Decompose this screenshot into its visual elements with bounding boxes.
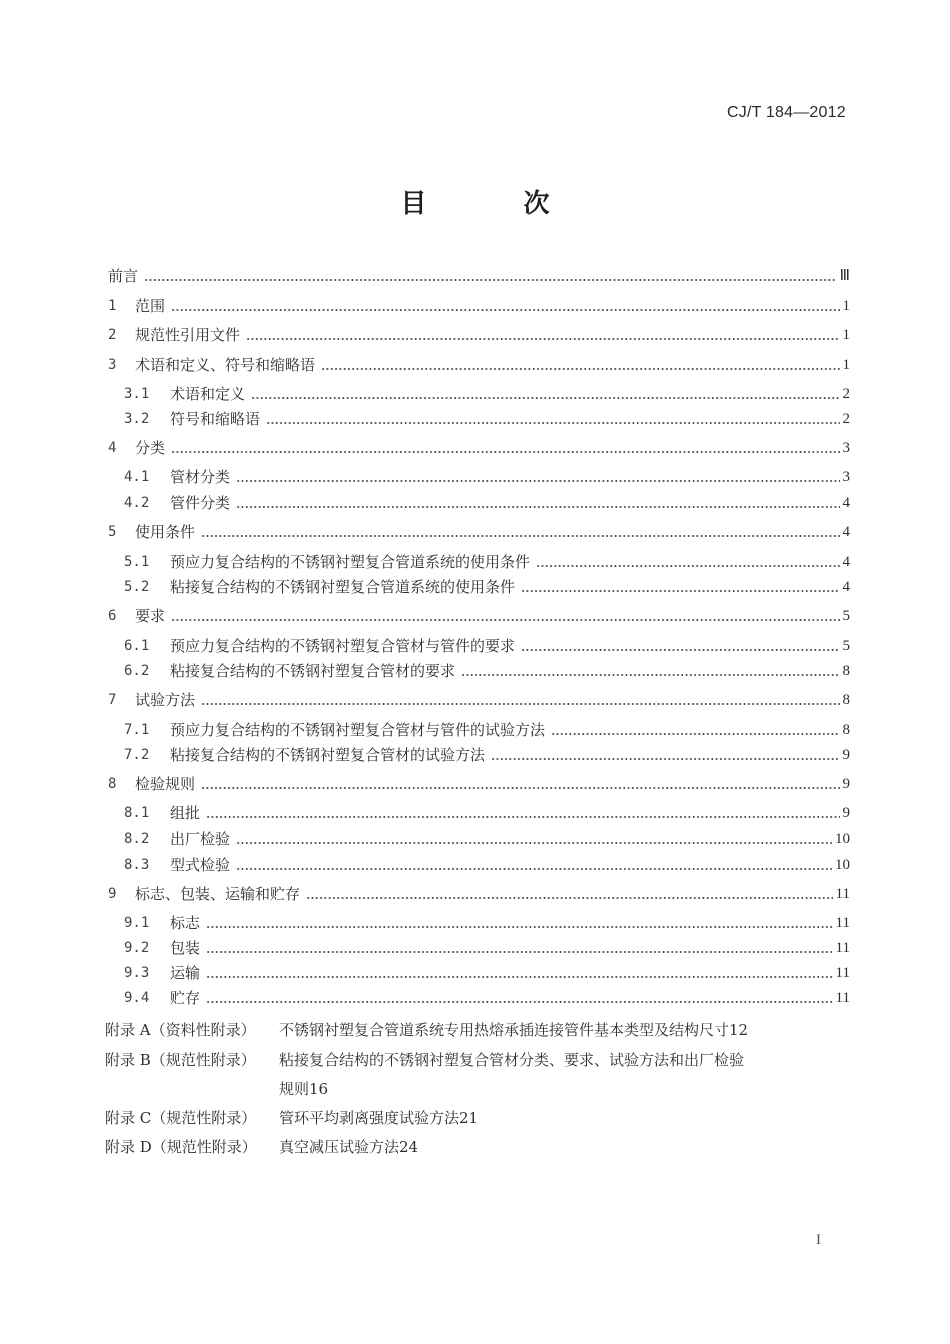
toc-entry-page: 5 [842,638,850,654]
toc-entry-label: 预应力复合结构的不锈钢衬塑复合管道系统的使用条件 [170,553,531,571]
leader-dots [521,649,839,651]
toc-entry-page: 11 [835,915,850,931]
leader-dots [206,926,833,928]
appendix-tag: 附录 C（规范性附录） [105,1109,257,1127]
toc-entry-label: 术语和定义 [170,385,246,403]
leader-dots [201,787,839,789]
toc-entry-number: 5.1 [124,554,150,570]
toc-entry-label: 符号和缩略语 [170,410,261,428]
toc-entry-label: 标志 [170,914,201,932]
toc-entry-page: 11 [835,940,850,956]
appendix-entry[interactable] [105,1133,850,1162]
toc-entry-page: 11 [835,886,850,902]
toc-entry[interactable] [108,602,850,626]
toc-entry-label: 管件分类 [170,494,231,512]
toc-entry[interactable] [108,489,850,513]
toc-entry-number: 6.2 [124,663,150,679]
appendix-page: 12 [729,1021,749,1039]
appendix-title: 管环平均剥离强度试验方法 [279,1109,460,1127]
toc-entry-number: 9.2 [124,940,150,956]
toc-entry-page: 1 [842,327,850,343]
appendix-title: 粘接复合结构的不锈钢衬塑复合管材分类、要求、试验方法和出厂检验 [279,1051,745,1069]
toc-entry-label: 包装 [170,939,201,957]
toc-entry-page: Ⅲ [839,268,850,284]
toc-entry[interactable] [108,741,850,765]
toc-entry[interactable] [108,934,850,958]
toc-entry-label: 检验规则 [135,775,196,793]
leader-dots [206,951,833,953]
toc-entry-label: 贮存 [170,989,201,1007]
toc-entry-label: 前言 [108,267,139,285]
toc-entry[interactable] [108,321,850,345]
toc-entry-page: 10 [835,831,850,847]
toc-entry-label: 型式检验 [170,856,231,874]
toc-entry-number: 7.2 [124,747,150,763]
toc-entry-label: 运输 [170,964,201,982]
toc-entry-page: 3 [842,469,850,485]
toc-entry-label: 管材分类 [170,468,231,486]
toc-entry-number: 3 [108,357,117,373]
toc-entry[interactable] [108,292,850,316]
leader-dots [266,422,839,424]
toc-entry-page: 1 [842,357,850,373]
leader-dots [206,1001,833,1003]
toc-entry[interactable] [108,686,850,710]
toc-entry[interactable] [108,851,850,875]
toc-entry-label: 术语和定义、符号和缩略语 [135,356,316,374]
toc-entry-number: 8.3 [124,857,150,873]
leader-dots [171,309,839,311]
appendix-tag: 附录 B（规范性附录） [105,1051,256,1069]
toc-entry-label: 预应力复合结构的不锈钢衬塑复合管材与管件的要求 [170,637,516,655]
toc-entry-page: 4 [842,579,850,595]
toc-entry-page: 4 [842,524,850,540]
toc-entry-page: 4 [842,554,850,570]
toc-entry-number: 9.1 [124,915,150,931]
toc-entry-number: 4.2 [124,495,150,511]
toc-entry-label: 组批 [170,804,201,822]
toc-entry-page: 11 [835,990,850,1006]
toc-entry-label: 粘接复合结构的不锈钢衬塑复合管材的试验方法 [170,746,486,764]
toc-entry-number: 9 [108,886,117,902]
toc-entry-label: 粘接复合结构的不锈钢衬塑复合管道系统的使用条件 [170,578,516,596]
toc-entry-label: 使用条件 [135,523,196,541]
leader-dots [206,976,833,978]
toc-entry-number: 2 [108,327,117,343]
toc-entry-page: 8 [842,692,850,708]
toc-entry[interactable] [108,657,850,681]
toc-entry-number: 5 [108,524,117,540]
toc-entry-label: 预应力复合结构的不锈钢衬塑复合管材与管件的试验方法 [170,721,546,739]
toc-entry-label: 规范性引用文件 [135,326,241,344]
toc-entry-label: 粘接复合结构的不锈钢衬塑复合管材的要求 [170,662,456,680]
leader-dots [201,703,839,705]
toc-entry-number: 3.1 [124,386,150,402]
toc-entry[interactable] [108,909,850,933]
toc-entry[interactable] [108,825,850,849]
toc-entry-number: 6.1 [124,638,150,654]
appendix-tag: 附录 D（规范性附录） [105,1138,257,1156]
toc-entry-label: 分类 [135,439,166,457]
leader-dots [321,368,839,370]
toc-entry[interactable] [108,716,850,740]
leader-dots [551,733,839,735]
toc-entry-label: 标志、包装、运输和贮存 [135,885,301,903]
standard-number: CJ/T 184—2012 [727,104,846,121]
leader-dots [536,565,839,567]
appendix-entry[interactable] [105,1016,850,1045]
toc-entry[interactable] [108,984,850,1008]
toc-entry[interactable] [108,799,850,823]
toc-entry-number: 9.3 [124,965,150,981]
page-title: 目 次 [400,189,594,219]
toc-entry-page: 2 [842,411,850,427]
leader-dots [236,842,832,844]
toc-entry-page: 11 [835,965,850,981]
toc-entry-page: 8 [842,663,850,679]
appendix-page: 21 [459,1109,479,1127]
toc-entry-page: 9 [842,747,850,763]
leader-dots [201,535,839,537]
toc-entry-page: 2 [842,386,850,402]
toc-entry-number: 8 [108,776,117,792]
toc-entry[interactable] [108,548,850,572]
toc-entry[interactable] [108,434,850,458]
toc-entry[interactable] [108,880,850,904]
leader-dots [491,758,839,760]
toc-entry-number: 7 [108,692,117,708]
leader-dots [236,480,839,482]
toc-entry-number: 8.2 [124,831,150,847]
toc-entry[interactable] [108,463,850,487]
toc-entry-page: 10 [835,857,850,873]
leader-dots [171,619,839,621]
toc-entry[interactable] [108,770,850,794]
toc-entry-page: 9 [842,776,850,792]
toc-entry-label: 出厂检验 [170,830,231,848]
toc-entry-number: 5.2 [124,579,150,595]
toc-entry[interactable] [108,262,850,286]
toc-entry[interactable] [108,959,850,983]
toc-entry-page: 8 [842,722,850,738]
leader-dots [521,590,839,592]
leader-dots [251,397,839,399]
toc-entry-number: 4 [108,440,117,456]
appendix-title: 真空减压试验方法 [279,1138,400,1156]
leader-dots [236,868,832,870]
leader-dots [171,451,839,453]
leader-dots [206,816,839,818]
leader-dots [246,338,839,340]
footer-page-number: I [816,1232,821,1248]
toc-entry[interactable] [108,518,850,542]
toc-entry[interactable] [108,573,850,597]
toc-entry[interactable] [108,380,850,404]
toc-entry-number: 1 [108,298,117,314]
appendix-title: 不锈钢衬塑复合管道系统专用热熔承插连接管件基本类型及结构尺寸 [279,1021,730,1039]
leader-dots [461,674,839,676]
appendix-title: 规则 [279,1080,310,1098]
leader-dots [306,897,833,899]
toc-entry-page: 5 [842,608,850,624]
toc-entry-number: 8.1 [124,805,150,821]
toc-entry-number: 3.2 [124,411,150,427]
toc-entry-label: 试验方法 [135,691,196,709]
toc-entry-label: 要求 [135,607,166,625]
leader-dots [144,279,837,281]
toc-entry-page: 1 [842,298,850,314]
toc-entry[interactable] [108,405,850,429]
appendix-page: 16 [309,1080,329,1098]
appendix-entry[interactable] [105,1046,850,1104]
toc-entry-label: 范围 [135,297,166,315]
toc-entry-number: 4.1 [124,469,150,485]
toc-entry-number: 7.1 [124,722,150,738]
toc-entry-page: 4 [842,495,850,511]
toc-entry-page: 3 [842,440,850,456]
appendix-tag: 附录 A（资料性附录） [105,1021,256,1039]
leader-dots [236,506,839,508]
toc-entry[interactable] [108,632,850,656]
appendix-entry[interactable] [105,1104,850,1133]
appendix-page: 24 [399,1138,419,1156]
toc-entry-page: 9 [842,805,850,821]
toc-entry-number: 6 [108,608,117,624]
toc-entry-number: 9.4 [124,990,150,1006]
toc-entry[interactable] [108,351,850,375]
